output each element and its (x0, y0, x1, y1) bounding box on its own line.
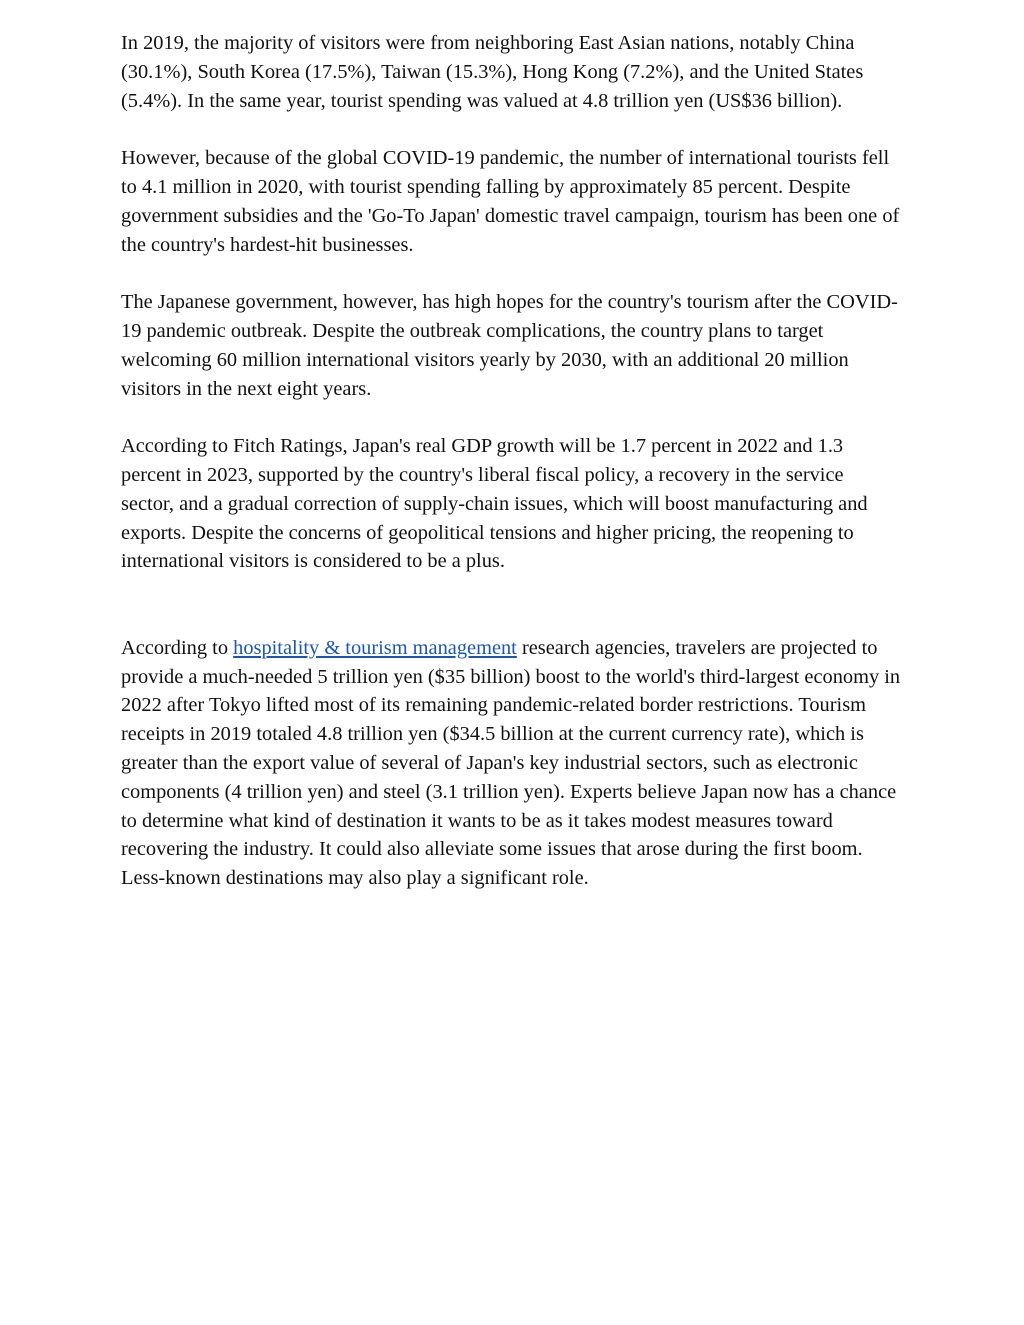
hospitality-tourism-management-link[interactable]: hospitality & tourism management (233, 636, 517, 659)
paragraph-covid-impact: However, because of the global COVID-19 pandemic, the number of international tourists fell to 4.1 million in 2020, with tourist spending falling by approximately 85 percent. Despite government subsidies and the 'Go-To Japan' domestic travel campaign, tourism has been one of the country's hardest-hit businesses. (121, 147, 900, 256)
document-body (121, 29, 901, 922)
paragraph-tourism-boost (121, 634, 901, 893)
paragraph-government-targets: The Japanese government, however, has high hopes for the country's tourism after the COVID-19 pandemic outbreak. Despite the outbreak complications, the country plans to target welcoming 60 million international visitors yearly by 2030, with an additional 20 million visitors in the next eight years. (121, 291, 898, 400)
paragraph-text-after-link: research agencies, travelers are projected to provide a much-needed 5 trillion yen ($35 billion) boost to the world's third-largest economy in 2022 after Tokyo lifted most of its remaining pandemic-related border restrictions. Tourism receipts in 2019 totaled 4.8 trillion yen ($34.5 billion at the current currency rate), which is greater than the export value of several of Japan's key industrial sectors, such as electronic components (4 trillion yen) and steel (3.1 trillion yen). Experts believe Japan now has a chance to determine what kind of destination it wants to be as it takes modest measures toward recovering the industry. It could also alleviate some issues that arose during the first boom. Less-known destinations may also play a significant role. (121, 636, 901, 890)
paragraph-gdp-outlook: According to Fitch Ratings, Japan's real GDP growth will be 1.7 percent in 2022 and 1.3 percent in 2023, supported by the country's liberal fiscal policy, a recovery in the service sector, and a gradual correction of supply-chain issues, which will boost manufacturing and exports. Despite the concerns of geopolitical tensions and higher pricing, the reopening to international visitors is considered to be a plus. (121, 435, 868, 573)
paragraph-visitor-origins: In 2019, the majority of visitors were from neighboring East Asian nations, notably China (30.1%), South Korea (17.5%), Taiwan (15.3%), Hong Kong (7.2%), and the United States (5.4%). In the same year, tourist spending was valued at 4.8 trillion yen (US$36 billion). (121, 32, 864, 112)
paragraph-text-before-link: According to (121, 636, 234, 659)
